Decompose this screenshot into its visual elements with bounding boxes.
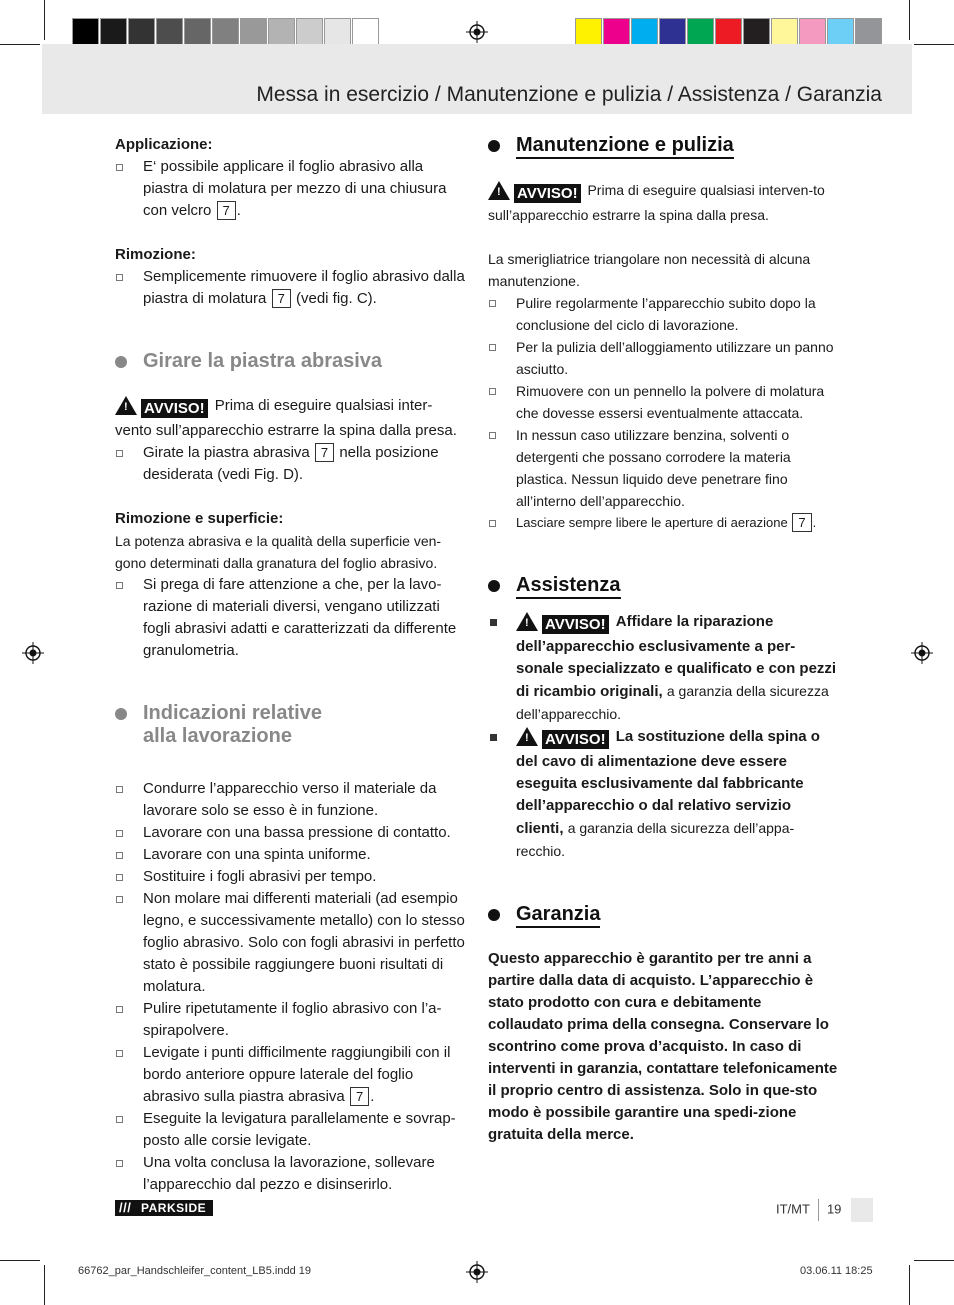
- logo-stripes-icon: ///: [119, 1200, 132, 1215]
- part-reference: 7: [272, 289, 291, 308]
- warning-badge: ! AVVISO!: [516, 727, 612, 751]
- list-item: Girate la piastra abrasiva 7 nella posizione desiderata (vedi Fig. D).: [115, 442, 465, 486]
- list-item: Lavorare con una bassa pressione di contatto.: [115, 822, 465, 844]
- checkbox-bullet-icon: [489, 520, 496, 527]
- checkbox-bullet-icon: [116, 582, 123, 589]
- square-bullet-icon: [490, 619, 497, 626]
- parkside-logo: /// PARKSIDE: [115, 1200, 213, 1216]
- checkbox-bullet-icon: [116, 830, 123, 837]
- checkbox-bullet-icon: [116, 1160, 123, 1167]
- checkbox-bullet-icon: [116, 1116, 123, 1123]
- section-heading-girare: Girare la piastra abrasiva: [115, 350, 465, 373]
- color-swatch: [575, 18, 602, 46]
- color-swatch: [799, 18, 826, 46]
- bullet-dot-icon: [115, 356, 127, 368]
- checkbox-bullet-icon: [116, 786, 123, 793]
- left-column: [115, 134, 465, 1196]
- rimozione-superficie-title: Rimozione e superficie:: [115, 510, 284, 527]
- warning-triangle-icon: !: [516, 727, 538, 746]
- warning-paragraph: ! AVVISO! Prima di eseguire qualsiasi interven-to sull’apparecchio estrarre la spina dalla presa.: [488, 182, 825, 223]
- list-item: [115, 266, 465, 310]
- warning-badge: ! AVVISO!: [115, 396, 211, 420]
- checkbox-bullet-icon: [116, 874, 123, 881]
- slug-date: 03.06.11 18:25: [800, 1265, 873, 1277]
- part-reference: 7: [315, 443, 334, 462]
- color-swatch: [212, 18, 239, 46]
- list-item: Lasciare sempre libere le aperture di aerazione 7 .: [488, 512, 840, 534]
- checkbox-bullet-icon: [116, 1050, 123, 1057]
- color-swatch: [100, 18, 127, 46]
- section-heading-garanzia: Garanzia: [488, 903, 840, 926]
- list-item: Levigate i punti difficilmente raggiungibili con il bordo anteriore oppure laterale del foglio abrasivo sulla piastra abrasiva 7 .: [115, 1042, 465, 1108]
- page-number: 19: [826, 1201, 842, 1217]
- manutenzione-list: [488, 292, 840, 534]
- checkbox-bullet-icon: [489, 388, 496, 395]
- checkbox-bullet-icon: [489, 432, 496, 439]
- checkbox-bullet-icon: [116, 852, 123, 859]
- page-title: Messa in esercizio / Manutenzione e pulizia / Assistenza / Garanzia: [256, 83, 882, 106]
- assistenza-list: [488, 611, 840, 863]
- rimozione-superficie-text: La potenza abrasiva e la qualità della superficie ven-gono determinati dalla granatura del foglio abrasivo.: [115, 533, 442, 571]
- part-reference: 7: [792, 513, 811, 532]
- color-swatch: [659, 18, 686, 46]
- list-item: In nessun caso utilizzare benzina, solventi o detergenti che possano corrodere la materia plastica. Nessun liquido deve penetrare fino all’interno dell’apparecchio.: [488, 424, 840, 512]
- list-item-text: .: [236, 202, 241, 219]
- rimozione-list: [115, 266, 465, 310]
- list-item: Si prega di fare attenzione a che, per la lavo-razione di materiali diversi, vengano utilizzati fogli abrasivi adatti e caratterizzati da differente granulometria.: [115, 574, 465, 662]
- color-swatch: [352, 18, 379, 46]
- color-swatch: [771, 18, 798, 46]
- manutenzione-intro: La smerigliatrice triangolare non necessità di alcuna manutenzione.: [488, 251, 811, 289]
- color-swatch: [184, 18, 211, 46]
- bullet-dot-icon: [115, 708, 127, 720]
- bullet-dot-icon: [488, 909, 500, 921]
- section-heading-manutenzione: Manutenzione e pulizia: [488, 134, 840, 157]
- registration-mark-icon: [466, 21, 488, 43]
- rimozione-superficie-list: [115, 574, 465, 662]
- registration-mark-icon: [22, 642, 44, 664]
- square-bullet-icon: [490, 734, 497, 741]
- warning-badge: ! AVVISO!: [488, 181, 584, 204]
- color-swatch: [128, 18, 155, 46]
- part-reference: 7: [217, 201, 236, 220]
- color-swatch: [687, 18, 714, 46]
- list-item: Non molare mai differenti materiali (ad esempio legno, e successivamente metallo) con lo stesso foglio abrasivo. Solo con fogli abrasivi in perfetto stato è possibile raggiungere buoni risultati di molatura.: [115, 888, 465, 998]
- color-swatch: [268, 18, 295, 46]
- list-item: Pulire ripetutamente il foglio abrasivo con l’a-spirapolvere.: [115, 998, 465, 1042]
- checkbox-bullet-icon: [116, 164, 123, 171]
- applicazione-list: [115, 156, 465, 222]
- color-swatch: [603, 18, 630, 46]
- registration-mark-icon: [466, 1261, 488, 1283]
- list-item-text: Semplicemente rimuovere il foglio abrasivo dalla piastra di molatura: [143, 268, 465, 307]
- warning-badge: ! AVVISO!: [516, 612, 612, 636]
- slug-filename: 66762_par_Handschleifer_content_LB5.indd 19: [78, 1265, 312, 1277]
- list-item: Una volta conclusa la lavorazione, sollevare l’apparecchio dal pezzo e disinserirlo.: [115, 1152, 465, 1196]
- list-item-text: (vedi fig. C).: [295, 290, 377, 307]
- list-item: ! AVVISO! Affidare la riparazione dell’apparecchio esclusivamente a per-sonale specializzato e qualificato e con pezzi di ricambio originali, a garanzia della sicurezza dell’apparecchio.: [488, 611, 840, 726]
- color-swatch: [72, 18, 99, 46]
- applicazione-title: Applicazione:: [115, 136, 213, 153]
- language-code: IT/MT: [776, 1201, 810, 1217]
- right-column: [488, 134, 840, 1146]
- color-swatch: [743, 18, 770, 46]
- page-tab: [851, 1198, 873, 1222]
- checkbox-bullet-icon: [116, 274, 123, 281]
- warning-triangle-icon: !: [115, 396, 137, 415]
- list-item: Per la pulizia dell’alloggiamento utilizzare un panno asciutto.: [488, 336, 840, 380]
- checkbox-bullet-icon: [489, 300, 496, 307]
- list-item: Eseguite la levigatura parallelamente e sovrap-posto alle corsie levigate.: [115, 1108, 465, 1152]
- checkbox-bullet-icon: [116, 896, 123, 903]
- list-item: Condurre l’apparecchio verso il materiale da lavorare solo se esso è in funzione.: [115, 778, 465, 822]
- color-swatch: [715, 18, 742, 46]
- list-item: [115, 156, 465, 222]
- list-item: Pulire regolarmente l’apparecchio subito dopo la conclusione del ciclo di lavorazione.: [488, 292, 840, 336]
- color-swatch: [296, 18, 323, 46]
- list-item: ! AVVISO! La sostituzione della spina o del cavo di alimentazione deve essere eseguita esclusivamente dal fabbricante dell’apparecchio o dal relativo servizio clienti, a garanzia della sicurezza dell’appa-recchio.: [488, 726, 840, 863]
- girare-list: [115, 442, 465, 486]
- list-item: Lavorare con una spinta uniforme.: [115, 844, 465, 866]
- color-swatch: [240, 18, 267, 46]
- color-swatch: [631, 18, 658, 46]
- color-swatch: [324, 18, 351, 46]
- checkbox-bullet-icon: [116, 450, 123, 457]
- page-number-box: [776, 1199, 841, 1221]
- color-swatch: [156, 18, 183, 46]
- warning-paragraph: ! AVVISO! Prima di eseguire qualsiasi inter-vento sull’apparecchio estrarre la spina dalla presa.: [115, 397, 457, 439]
- registration-mark-icon: [911, 642, 933, 664]
- checkbox-bullet-icon: [489, 344, 496, 351]
- divider: [818, 1199, 819, 1221]
- color-swatch: [855, 18, 882, 46]
- list-item-text: E‘ possibile applicare il foglio abrasivo alla piastra di molatura per mezzo di una chiusura con velcro: [143, 158, 447, 219]
- warning-triangle-icon: !: [488, 181, 510, 200]
- checkbox-bullet-icon: [116, 1006, 123, 1013]
- part-reference: 7: [350, 1087, 369, 1106]
- bullet-dot-icon: [488, 580, 500, 592]
- warning-triangle-icon: !: [516, 612, 538, 631]
- section-heading-assistenza: Assistenza: [488, 574, 840, 597]
- color-swatch: [827, 18, 854, 46]
- rimozione-title: Rimozione:: [115, 246, 196, 263]
- section-heading-indicazioni: Indicazioni relative alla lavorazione: [115, 702, 465, 748]
- garanzia-text: Questo apparecchio è garantito per tre anni a partire dalla data di acquisto. L’apparecchio è stato prodotto con cura e debitamente collaudato prima della consegna. Conservare lo scontrino come prova d’acquisto. In caso di interventi in garanzia, contattare telefonicamente il proprio centro di assistenza. Solo in que-sto modo è possibile garantire una spedi-zione gratuita della merce.: [488, 950, 838, 1143]
- list-item: Sostituire i fogli abrasivi per tempo.: [115, 866, 465, 888]
- indicazioni-list: [115, 778, 465, 1196]
- bullet-dot-icon: [488, 140, 500, 152]
- list-item: Rimuovere con un pennello la polvere di molatura che dovesse essersi eventualmente attaccata.: [488, 380, 840, 424]
